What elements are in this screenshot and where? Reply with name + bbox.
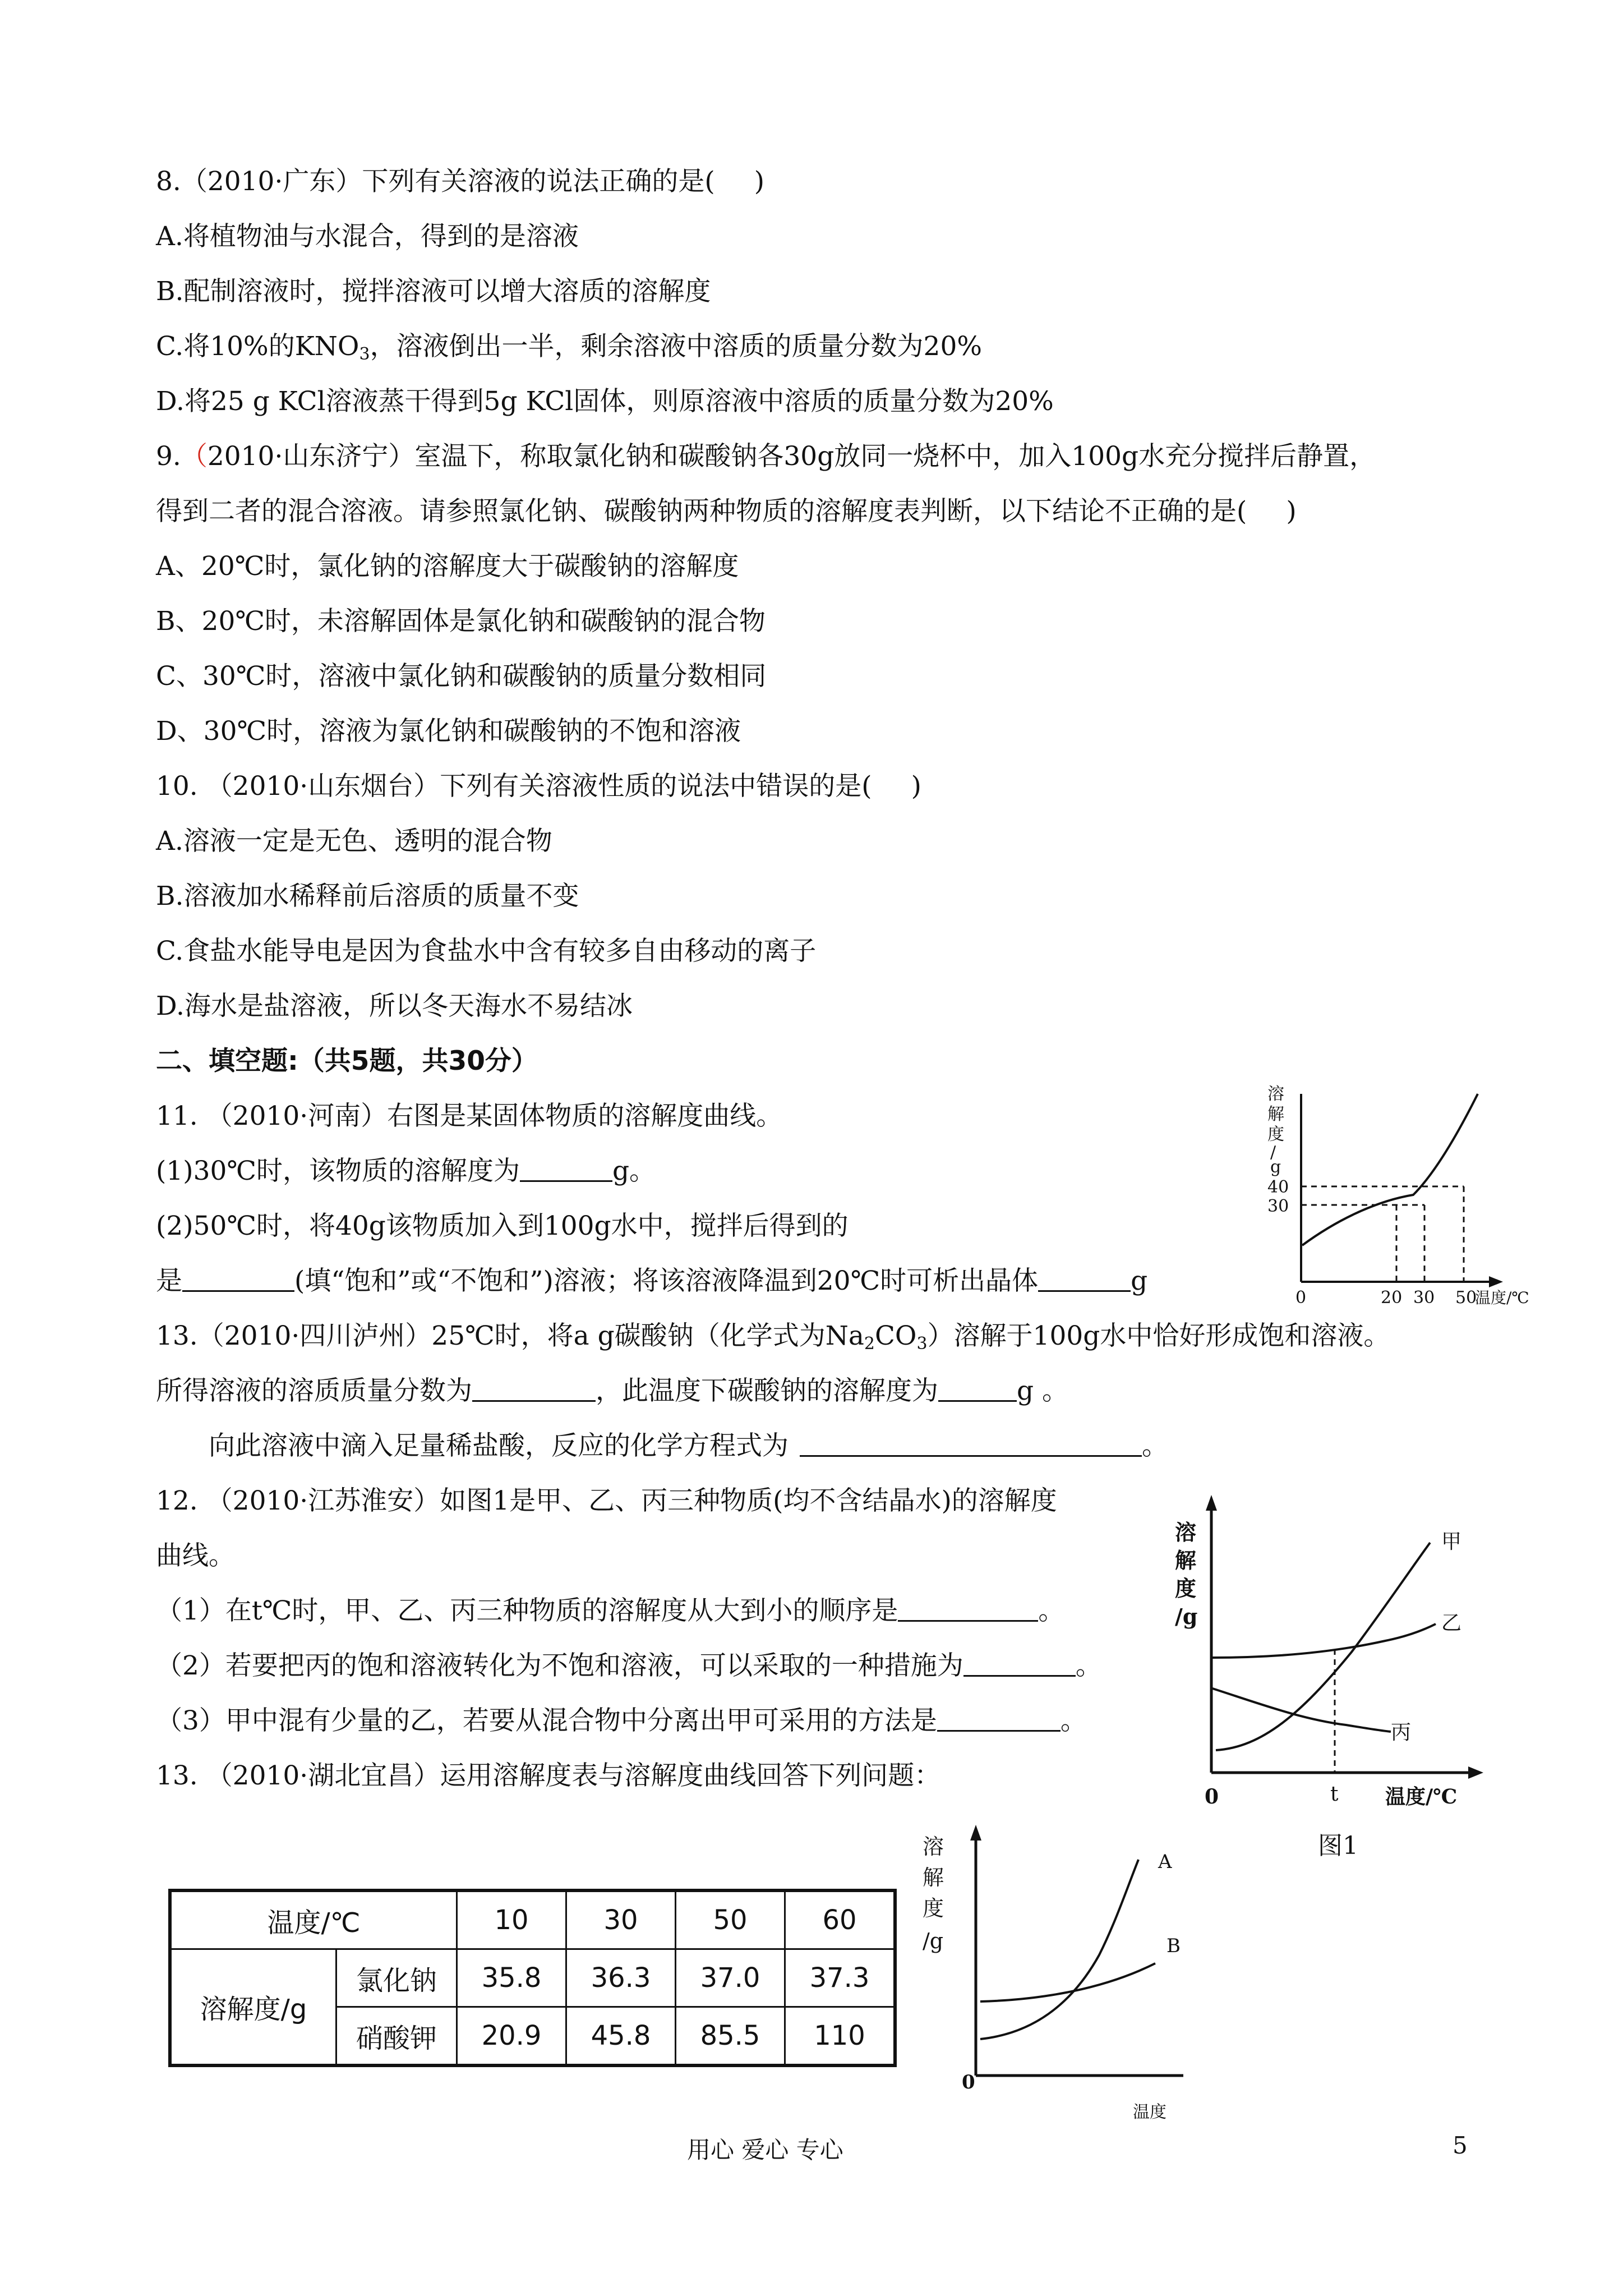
q10-option-a: A.溶液一定是无色、透明的混合物 bbox=[156, 826, 552, 857]
q13b-y-arrow bbox=[970, 1825, 981, 1841]
table-row bbox=[170, 1949, 895, 2007]
table-cell: 60 bbox=[785, 1890, 896, 1949]
q11-solubility-chart bbox=[1256, 1077, 1529, 1313]
answer-blank[interactable] bbox=[182, 1266, 294, 1292]
q12-line1: 12. （2010·江苏淮安）如图1是甲、乙、丙三种物质(均不含结晶水)的溶解度 bbox=[156, 1485, 1057, 1516]
table-cell: 37.0 bbox=[676, 1949, 785, 2007]
q12-y-axis-label bbox=[1175, 1520, 1197, 1629]
table-cell: 硝酸钾 bbox=[336, 2007, 457, 2066]
q8-option-c: C.将10%的$KNO_3$，溶液倒出一半，剩余溶液中溶质的质量分数为20% bbox=[156, 331, 983, 364]
q12-curve-yi bbox=[1212, 1624, 1436, 1658]
q8-option-a: A.将植物油与水混合，得到的是溶液 bbox=[156, 221, 579, 252]
svg-text:g: g bbox=[1270, 1157, 1281, 1177]
q12-xtick-0: 0 bbox=[1205, 1785, 1219, 1809]
svg-text:溶: 溶 bbox=[923, 1834, 944, 1859]
answer-blank[interactable] bbox=[1038, 1266, 1131, 1292]
q13b-label-b: B bbox=[1166, 1935, 1181, 1957]
q13b-curve-b bbox=[980, 1963, 1155, 2001]
table-cell: 85.5 bbox=[676, 2007, 785, 2066]
q11-ytick-30: 30 bbox=[1267, 1197, 1289, 1216]
table-row bbox=[170, 1890, 895, 1949]
q12-label-bing: 丙 bbox=[1391, 1721, 1412, 1744]
answer-blank[interactable] bbox=[520, 1156, 612, 1182]
svg-text:溶: 溶 bbox=[1267, 1084, 1284, 1104]
q8-option-d: D.将25 g KCl溶液蒸干得到5g KCl固体，则原溶液中溶质的质量分数为20% bbox=[156, 386, 1054, 417]
q12-xtick-t: t bbox=[1330, 1783, 1339, 1806]
q13b-xtick-0: 0 bbox=[962, 2071, 975, 2093]
q10-option-c: C.食盐水能导电是因为食盐水中含有较多自由移动的离子 bbox=[156, 936, 817, 967]
svg-text:度: 度 bbox=[923, 1896, 944, 1921]
q9-option-d: D、30℃时，溶液为氯化钠和碳酸钠的不饱和溶液 bbox=[156, 716, 741, 747]
table-cell: 110 bbox=[785, 2007, 896, 2066]
svg-text:溶: 溶 bbox=[1175, 1520, 1197, 1545]
footer-motto: 用心 爱心 专心 bbox=[687, 2136, 843, 2164]
page-number: 5 bbox=[1453, 2132, 1468, 2159]
q12-curve-bing bbox=[1212, 1688, 1391, 1732]
answer-blank[interactable] bbox=[898, 1595, 1038, 1622]
q9-option-c: C、30℃时，溶液中氯化钠和碳酸钠的质量分数相同 bbox=[156, 661, 767, 692]
table-cell: 50 bbox=[676, 1890, 785, 1949]
table-cell: 10 bbox=[457, 1890, 566, 1949]
table-cell: 20.9 bbox=[457, 2007, 566, 2066]
q11-solubility-curve bbox=[1302, 1094, 1478, 1245]
q11-xtick-30: 30 bbox=[1413, 1288, 1435, 1308]
q11-y-axis-label bbox=[1267, 1084, 1284, 1177]
q8-stem: 8.（2010·广东）下列有关溶液的说法正确的是( ) bbox=[156, 166, 765, 197]
q9-stem-line1: 9.（2010·山东济宁）室温下，称取氯化钠和碳酸钠各30g放同一烧杯中，加入100g水充分搅拌后静置， bbox=[156, 441, 1376, 472]
table-cell: 氯化钠 bbox=[336, 1949, 457, 2007]
q11-x-arrow bbox=[1489, 1276, 1503, 1287]
table-cell: 35.8 bbox=[457, 1949, 566, 2007]
q12-x-arrow bbox=[1468, 1766, 1483, 1779]
table-cell: 30 bbox=[566, 1890, 676, 1949]
svg-text:/g: /g bbox=[1175, 1604, 1198, 1629]
q12-part2: （2）若要把丙的饱和溶液转化为不饱和溶液，可以采取的一种措施为 。 bbox=[156, 1650, 1102, 1681]
svg-text:/g: /g bbox=[923, 1929, 944, 1953]
answer-blank[interactable] bbox=[937, 1705, 1061, 1732]
answer-blank[interactable] bbox=[938, 1375, 1017, 1402]
answer-blank[interactable] bbox=[472, 1375, 596, 1402]
q11-xtick-0: 0 bbox=[1295, 1288, 1307, 1308]
q8-option-b: B.配制溶液时，搅拌溶液可以增大溶质的溶解度 bbox=[156, 276, 711, 307]
q12-curve-jia bbox=[1216, 1543, 1430, 1750]
q11-part3: 是 (填“饱和”或“不饱和”)溶液；将该溶液降温到20℃时可析出晶体 g bbox=[156, 1266, 1148, 1296]
svg-text:解: 解 bbox=[1175, 1548, 1197, 1573]
svg-text:度: 度 bbox=[1175, 1576, 1197, 1601]
q11-part1: (1)30℃时，该物质的溶解度为 g。 bbox=[156, 1156, 656, 1186]
q13a-line1: 13.（2010·四川泸州）25℃时，将a g碳酸钠（化学式为$Na_2CO_3$）溶解于100g水中恰好形成饱和溶液。 bbox=[156, 1320, 1390, 1354]
table-cell: 37.3 bbox=[785, 1949, 896, 2007]
q12-label-yi: 乙 bbox=[1441, 1612, 1462, 1635]
table-cell: 36.3 bbox=[566, 1949, 676, 2007]
q13b-stem: 13. （2010·湖北宜昌）运用溶解度表与溶解度曲线回答下列问题： bbox=[156, 1760, 941, 1791]
svg-text:解: 解 bbox=[1267, 1105, 1284, 1124]
q12-part1: （1）在t℃时，甲、乙、丙三种物质的溶解度从大到小的顺序是 。 bbox=[156, 1595, 1065, 1626]
solubility-table bbox=[168, 1889, 897, 2067]
q10-stem: 10. （2010·山东烟台）下列有关溶液性质的说法中错误的是( ) bbox=[156, 771, 921, 802]
svg-text:/: / bbox=[1270, 1143, 1276, 1162]
q12-line2: 曲线。 bbox=[156, 1540, 235, 1571]
q12-y-arrow bbox=[1206, 1495, 1217, 1511]
q9-option-b: B、20℃时，未溶解固体是氯化钠和碳酸钠的混合物 bbox=[156, 606, 766, 637]
q11-stem: 11. （2010·河南）右图是某固体物质的溶解度曲线。 bbox=[156, 1101, 783, 1131]
q12-label-jia: 甲 bbox=[1441, 1530, 1462, 1553]
q13b-label-a: A bbox=[1158, 1851, 1172, 1873]
q11-ytick-40: 40 bbox=[1267, 1177, 1289, 1197]
q10-option-d: D.海水是盐溶液，所以冬天海水不易结冰 bbox=[156, 991, 633, 1022]
q13b-curve-a bbox=[980, 1860, 1138, 2039]
svg-text:度: 度 bbox=[1267, 1125, 1284, 1144]
q11-xtick-20: 20 bbox=[1381, 1288, 1403, 1308]
q9-stem-line2: 得到二者的混合溶液。请参照氯化钠、碳酸钠两种物质的溶解度表判断，以下结论不正确的是( ) bbox=[156, 496, 1297, 527]
table-header: 温度/℃ bbox=[170, 1890, 457, 1949]
answer-blank[interactable] bbox=[963, 1650, 1076, 1677]
section-heading: 二、填空题:（共5题，共30分） bbox=[156, 1046, 538, 1076]
q10-option-b: B.溶液加水稀释前后溶质的质量不变 bbox=[156, 881, 579, 912]
q12-x-axis-label: 温度/℃ bbox=[1385, 1785, 1458, 1809]
q11-part2: (2)50℃时，将40g该物质加入到100g水中，搅拌后得到的 bbox=[156, 1211, 849, 1241]
q9-option-a: A、20℃时，氯化钠的溶解度大于碳酸钠的溶解度 bbox=[156, 551, 739, 582]
q13a-line3: 向此溶液中滴入足量稀盐酸，反应的化学方程式为 。 bbox=[209, 1430, 1168, 1461]
q13b-solubility-chart bbox=[920, 1820, 1183, 2123]
table-row-header: 溶解度/g bbox=[170, 1949, 336, 2066]
q13a-line2: 所得溶液的溶质质量分数为 ，此温度下碳酸钠的溶解度为 g 。 bbox=[156, 1375, 1069, 1406]
q13b-y-axis-label bbox=[923, 1834, 944, 1953]
answer-blank[interactable] bbox=[800, 1430, 1142, 1457]
figure-caption: 图1 bbox=[1318, 1832, 1358, 1860]
table-cell: 45.8 bbox=[566, 2007, 676, 2066]
q11-xtick-50: 50 bbox=[1455, 1288, 1477, 1308]
q12-solubility-chart bbox=[1166, 1489, 1497, 1871]
svg-text:解: 解 bbox=[923, 1865, 944, 1890]
q11-x-axis-label: 温度/℃ bbox=[1475, 1289, 1529, 1307]
q12-part3: （3）甲中混有少量的乙，若要从混合物中分离出甲可采用的方法是 。 bbox=[156, 1705, 1087, 1736]
q13b-x-axis-label: 温度 bbox=[1133, 2102, 1166, 2122]
